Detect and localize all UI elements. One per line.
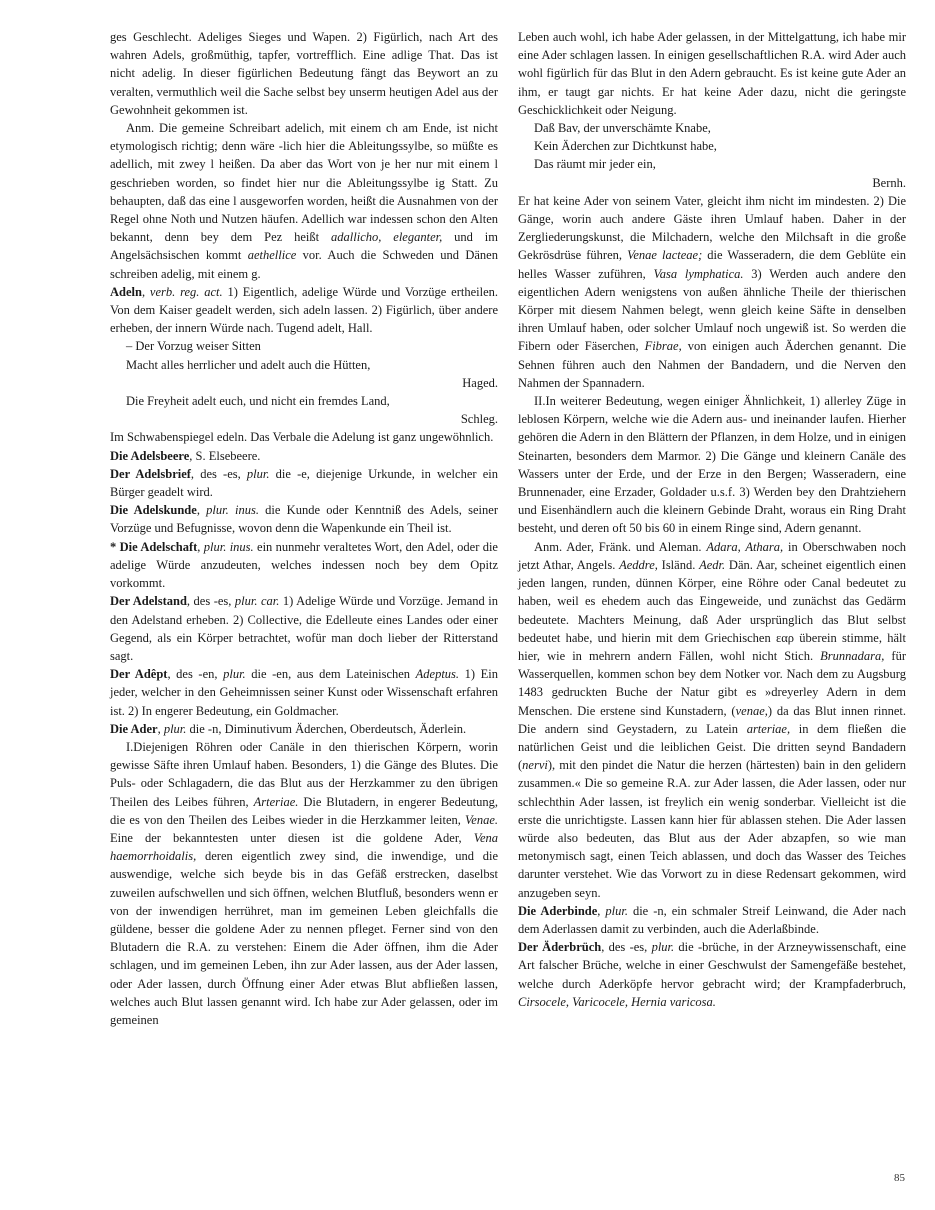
- italic-term: Aedr.: [699, 557, 726, 572]
- verse-line: [518, 119, 906, 137]
- paragraph: [518, 538, 906, 902]
- text-run: Er hat keine Ader von seinem Vater, gleicht ihm nicht im mindesten. 2) Die Gänge, worin auch andere Gäste ihren Umlauf haben. Daher in der Zergliederungskunst, die Milchadern, welche den Milchsaft in die große Gekrösdrüse führen,: [518, 193, 906, 263]
- text-run: ein nunmehr veraltetes Wort, den Adel, oder die adelige Würde anzudeuten, welches indessen noch bey dem Opitz vorkommt.: [110, 539, 498, 591]
- text-run: ,: [597, 903, 606, 918]
- entry: [518, 938, 906, 1011]
- headword: * Die Adelschaft: [110, 539, 198, 554]
- headword: Der Adêpt: [110, 667, 168, 682]
- headword: Die Adelsbeere: [110, 448, 190, 463]
- entry: [110, 447, 498, 465]
- italic-term: adallicho, eleganter,: [331, 230, 443, 245]
- entry: [110, 28, 498, 119]
- headword: Die Adelskunde: [110, 503, 197, 518]
- verse-line: [518, 155, 906, 173]
- italic-term: Cirsocele, Varicocele, Hernia varicosa.: [518, 994, 716, 1009]
- headword: Der Äderbrüch: [518, 940, 602, 955]
- text-run: I.Diejenigen Röhren oder Canäle in den thierischen Körpern, worin gewisse Säfte ihren Umlauf haben. Besonders, 1) die Gänge des Blutes. Die Puls- oder Schlagadern, die das Blut aus der Herzkammer zu den übrigen Theilen des Leibes führen,: [110, 739, 498, 809]
- text-run: Kein Äderchen zur Dichtkunst habe,: [534, 139, 717, 154]
- text-run: , des -es,: [186, 594, 235, 609]
- left-column: [110, 28, 498, 1029]
- text-run: die -brüche, in der Arzneywissenschaft, eine Art falscher Brüche, welche in einer Geschwulst der Samengefäße bestehet, welche durch Aderköpfe hervor gebracht wird; der Krampfaderbruch,: [518, 940, 906, 991]
- text-run: II.In weiterer Bedeutung, wegen einiger Ähnlichkeit, 1) allerley Züge in leblosen Körpern, welche wie die Adern aus- und ineinander laufen. Hierher gehören die Adern in den Blättern der Pflanzen, in dem Holze, und in einigen Steinarten, besonders dem Marmor. 2) Die Gänge und kleinern Canäle des Wassers unter der Erde, und der Erze in den Bergen; Wasseradern, eine Brunnenader, eine Erzader, Goldader u.s.f. 3) Werden bey den Drahtziehern und Eisenhändlern auch die kleinern Gebinde Draht, woraus ein Ring Draht besteht, und deren oft 50 bis 60 in einem Ringe sind, Adern genannt.: [518, 394, 906, 536]
- quote-source: [110, 374, 498, 392]
- entry: [518, 192, 906, 392]
- text-run: Das räumt mir jeder ein,: [534, 157, 656, 172]
- text-run: ,: [141, 284, 150, 299]
- quote-source: [518, 174, 906, 192]
- text-run: Isländ.: [657, 557, 700, 572]
- italic-term: Fibrae,: [644, 339, 682, 354]
- text-run: in Oberschwaben noch jetzt Athar, Angels.: [518, 539, 907, 572]
- text-run: , S. Elsebeere.: [189, 448, 261, 463]
- text-run: Daß Bav, der unverschämte Knabe,: [534, 121, 711, 136]
- italic-term: plur.: [223, 667, 246, 682]
- entry: [518, 28, 906, 119]
- text-run: 3) Werden auch andere den eigentlichen Adern wenigstens von außen ähnliche Theile der thierischen Körper mit diesem Nahmen belegt, wenn gleich keine Säfte in denselben ihren Umlauf haben, oder solcher Umlauf noch ungewiß ist. So werden die Fibern oder Fäserchen,: [518, 266, 906, 354]
- italic-term: plur. inus.: [203, 539, 254, 554]
- text-run: Dän. Aar, scheinet eigentlich einen jeden langen, runden, dünnen Körper, eine Röhre oder Canal bedeutet zu haben, weil es ehedem auch das Eingeweide, und zunächst das Gedärm bedeutete. Machters Meinung, daß Ader ursprünglich das Blut selbst bedeutet habe, und hierin mit dem Griechischen εαρ überein stimme, hält hier, wie in mehrern andern Fällen, wohl nicht Stich.: [518, 557, 906, 663]
- entry: [110, 720, 498, 738]
- text-run: in dem fließen die natürlichen Geist und die leiblichen Geist. Die dritten seynd Bandadern (: [518, 721, 906, 773]
- text-run: ,: [197, 539, 204, 554]
- italic-term: verb. reg. act.: [149, 284, 223, 299]
- entry: [110, 538, 498, 593]
- italic-term: Adara, Athara,: [706, 539, 784, 554]
- italic-term: nervi: [522, 758, 548, 773]
- page-number: 85: [894, 1172, 905, 1184]
- text-run: ,: [196, 503, 207, 518]
- italic-term: plur.: [651, 940, 675, 955]
- text-run: ), mit den pindet die Natur die herzen (härtesten) bain in den gelidern zusammen.« Die so gemeine R.A. zur Ader lassen, die Ader lassen, oder nur schlechthin Ader lassen, ist freylich ein wenig sonderbar. Vielleicht ist die erste die unrichtigste. Lassen kann hier für ablassen stehen. Die Ader lassen würde also bedeuten, das Blut aus der Ader abzapfen, so wie man metonymisch sagt, einen Teich ablassen, und doch das Wasser des Teiches darunter verstehet. Wie das Vorwort zu in diese Redensart gekommen, wird anzugeben seyn.: [518, 758, 906, 900]
- text-run: 1) Adelige Würde und Vorzüge. Jemand in den Adelstand erheben. 2) Collective, die Edelleute eines Landes oder einer Gegend, als ein Körper betrachtet, wofür man doch lieber der Ritterstand sagt.: [110, 594, 498, 663]
- text-run: die -n, Diminutivum Äderchen, Oberdeutsch, Äderlein.: [186, 721, 467, 736]
- paragraph: [110, 738, 498, 1029]
- italic-term: aethellice: [247, 248, 297, 263]
- quote-source: [110, 410, 498, 428]
- text-run: vor. Auch die Schweden und Dänen schreiben adelig, mit einem g.: [110, 248, 498, 281]
- text-run: Leben auch wohl, ich habe Ader gelassen, in der Mittelgattung, ich habe mir eine Ader schlagen lassen. In einigen gesellschaftlichen R.A. wird Ader auch wohl figürlich für das Blut in den Adern gebraucht. Es ist keine gute Ader an ihm, er taugt gar nichts. Er hat keine Ader dazu, nicht die geringste Geschicklichkeit oder Neigung.: [518, 30, 906, 117]
- text-run: ,: [157, 721, 164, 736]
- text-run: für Wasserquellen, kommen schon bey dem Notker vor. Nach dem zu Augsburg 1483 gedruckten Buche der Natur gibt es »dreyerley Adern in dem Menschen. Die erstene sind Kunstadern, (: [518, 648, 907, 718]
- italic-term: plur.: [605, 903, 628, 918]
- text-run: , des -es,: [601, 940, 652, 955]
- text-run: Macht alles herrlicher und adelt auch die Hütten,: [126, 357, 371, 372]
- paragraph: [518, 392, 906, 538]
- text-run: Die Freyheit adelt euch, und nicht ein fremdes Land,: [126, 394, 390, 409]
- right-column: [518, 28, 906, 1011]
- headword: Adeln: [110, 284, 142, 299]
- italic-term: venae,: [735, 703, 768, 718]
- entry: [110, 592, 498, 665]
- headword: Die Ader: [110, 721, 158, 736]
- paragraph: [110, 119, 498, 283]
- entry: [110, 665, 498, 720]
- entry: [110, 283, 498, 338]
- text-run: Die Blutadern, in engerer Bedeutung, die es von den Theilen des Leibes wieder in die Herzkammer leiten,: [110, 794, 498, 827]
- text-run: Im Schwabenspiegel edeln. Das Verbale die Adelung ist ganz ungewöhnlich.: [110, 430, 494, 445]
- verse-line: [110, 392, 498, 410]
- text-run: Haged.: [462, 375, 498, 390]
- italic-term: Venae.: [465, 812, 498, 827]
- entry: [110, 428, 498, 446]
- italic-term: Arteriae.: [253, 794, 299, 809]
- text-run: die -en, aus dem Lateinischen: [245, 667, 416, 682]
- text-run: Bernh.: [872, 175, 906, 190]
- headword: Der Adelstand: [110, 594, 187, 609]
- text-run: die Kunde oder Kenntniß des Adels, seiner Vorzüge und Befugnisse, wovon denn die Wapenkunde ein Theil ist.: [110, 503, 498, 536]
- entry: [110, 465, 498, 501]
- text-run: Eine der bekanntesten unter diesen ist die goldene Ader,: [110, 830, 474, 845]
- headword: Der Adelsbrief: [110, 466, 191, 481]
- text-run: 1) Ein jeder, welcher in den Geheimnissen seiner Kunst oder Wissenschaft erfahren ist. 2) In engerer Bedeutung, ein Goldmacher.: [110, 667, 499, 718]
- text-run: und im Angelsächsischen kommt: [110, 230, 498, 263]
- italic-term: plur.: [246, 466, 270, 481]
- italic-term: plur. car.: [234, 594, 280, 609]
- italic-term: Brunnadara,: [820, 648, 885, 663]
- text-run: von einigen auch Äderchen genannt. Die Sehnen führen auch den Nahmen der Bandadern, und die Nerven den Nahmen der Spannadern.: [518, 339, 906, 390]
- italic-term: Adeptus.: [415, 667, 460, 682]
- text-run: , des -en,: [167, 667, 224, 682]
- italic-term: Venae lacteae;: [627, 248, 703, 263]
- italic-term: Vena haemorrhoidalis,: [110, 830, 498, 864]
- italic-term: arteriae,: [746, 721, 791, 736]
- italic-term: Vasa lymphatica.: [653, 266, 744, 281]
- text-run: die Wasseradern, die dem Geblüte ein helles Wasser zuführen,: [518, 248, 906, 281]
- text-run: Anm. Ader, Fränk. und Aleman.: [534, 539, 707, 554]
- entry: [110, 501, 498, 537]
- text-run: Anm. Die gemeine Schreibart adelich, mit einem ch am Ende, ist nicht etymologisch richtig; denn wäre -lich hier die Ableitungssylbe, so müßte es adellich, mit zwey l heißen. Da aber das Wort von je her nur mit einem l geschrieben worden, so findet hier nur die Ableitungssylbe ig Statt. Zu behaupten, daß das eine l ausgeworfen worden, heißt die Ausnahmen von der Regel ohne Noth und Nutzen häufen. Adellich war indessen schon den Alten bekannt, denn bey dem Pez heißt: [110, 121, 498, 245]
- text-run: ges Geschlecht. Adeliges Sieges und Wapen. 2) Figürlich, nach Art des wahren Adels, großmüthig, tapfer, vortrefflich. Eine adlige That. Das ist nicht adelig. In dieser figürlichen Bedeutung fängt das Beywort an zu veralten, vermuthlich weil die Sache selbst bey unserm heutigen Adel aus der Gewohnheit gekommen ist.: [110, 30, 498, 117]
- entry: [518, 902, 906, 938]
- verse-line: [110, 356, 498, 374]
- verse-line: [110, 337, 498, 355]
- text-run: die -n, ein schmaler Streif Leinwand, die Ader nach dem Aderlassen damit zu verbinden, auch die Aderlaßbinde.: [518, 903, 907, 936]
- text-run: 1) Eigentlich, adelige Würde und Vorzüge ertheilen. Von dem Kaiser geadelt werden, sich adeln lassen. 2) Figürlich, über andere erheben, der innern Würde nach. Tugend adelt, Hall.: [110, 284, 498, 336]
- text-run: – Der Vorzug weiser Sitten: [126, 339, 261, 354]
- text-run: die -e, diejenige Urkunde, in welcher ein Bürger geadelt wird.: [110, 466, 498, 500]
- text-run: Schleg.: [460, 412, 498, 427]
- headword: Die Aderbinde: [518, 903, 598, 918]
- text-run: , des -es,: [190, 466, 247, 481]
- italic-term: plur. inus.: [206, 503, 259, 518]
- text-run: deren eigentlich zwey sind, die inwendige, und die auswendige, welche sich beyde bis in das Gefäß erstrecken, daselbst zuweilen aufschwellen und sich öffnen, welchen Blutfluß, besonders wenn er von der inwendigen herrühret, man im gemeinen Leben gleichfalls die güldene, besser die goldene Ader zu nennen pfleget. Ferner sind von den Blutadern die R.A. zu verstehen: Einem die Ader öffnen, ihm die Ader schlagen, und im gemeinen Leben, ihn zur Ader lassen, aus der Ader lassen, oder Ader lassen, durch Öffnung einer Ader etwas Blut abfließen lassen, welches auch Blut lassen genannt wird. Ich habe zur Ader gelassen, oder im gemeinen: [110, 849, 498, 1027]
- verse-line: [518, 137, 906, 155]
- text-run: ) da das Blut innen rinnet. Die andern sind Geystadern, zu Latein: [518, 703, 906, 736]
- italic-term: plur.: [163, 721, 187, 736]
- italic-term: Aeddre,: [619, 557, 658, 572]
